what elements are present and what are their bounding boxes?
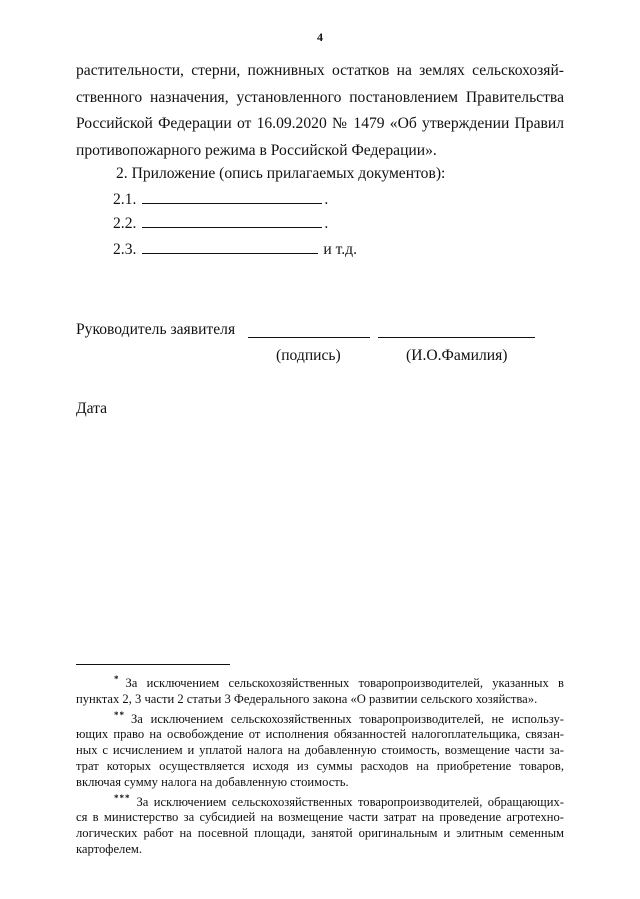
footnote-line: ся в министерство за субсидией на возмещение части затрат на проведение агротехно- [76, 810, 564, 825]
attachment-blank-line [142, 213, 322, 228]
attachment-blank-line [142, 189, 322, 204]
footnote-line: ** За исключением сельскохозяйственных товаропроизводителей, не использу- [114, 709, 564, 726]
attachments-header: 2. Приложение (опись прилагаемых документов): [116, 165, 446, 182]
attachment-number: 2.3. [113, 241, 137, 258]
attachment-suffix: . [324, 191, 329, 208]
footnote-line: включая сумму налога на добавленную стоимость. [76, 774, 349, 789]
footnote-mark: *** [114, 792, 131, 803]
date-label: Дата [76, 400, 108, 417]
page-number: 4 [317, 30, 323, 44]
footnote-mark: ** [114, 709, 125, 720]
footnote-line: трат которых осуществляется исходя из суммы расходов на приобретение товаров, [76, 758, 564, 773]
attachment-suffix: . [324, 215, 329, 232]
attachment-item [113, 238, 357, 262]
footnote-line: ных с исчислением и уплатой налога на добавленную стоимость, возмещение части за- [76, 743, 564, 758]
attachment-item [113, 212, 328, 236]
signatory-label: Руководитель заявителя [76, 321, 236, 338]
body-line: ственного назначения, установленного постановлением Правительства [76, 88, 564, 106]
footnote-line: пунктах 2, 3 части 2 статьи 3 Федерального закона «О развитии сельского хозяйства». [76, 691, 538, 706]
attachment-number: 2.1. [113, 191, 137, 208]
footnote-line: ющих право на освобождение от исполнения обязанностей налогоплательщика, связан- [76, 727, 564, 742]
body-line: Российской Федерации от 16.09.2020 № 1479 «Об утверждении Правил [76, 115, 564, 132]
attachment-item [113, 188, 328, 212]
attachment-blank-line [142, 239, 318, 254]
body-line: противопожарного режима в Российской Федерации». [76, 141, 437, 159]
footnotes [76, 672, 564, 858]
name-line [378, 336, 535, 338]
attachment-number: 2.2. [113, 215, 137, 232]
body-paragraph [76, 58, 564, 164]
signature-caption: (подпись) [276, 347, 341, 364]
body-line: растительности, стерни, пожнивных остатков на землях сельскохозяй- [76, 62, 564, 79]
footnote-line: картофелем. [76, 841, 143, 856]
footnote-line: логических работ на посевной площади, занятой оригинальным и элитным семенным [76, 826, 564, 841]
footnote-mark: * [114, 674, 120, 684]
footnote-separator [76, 664, 230, 665]
signature-line [248, 336, 370, 338]
footnote-line: *** За исключением сельскохозяйственных товаропроизводителей, обращающих- [114, 792, 564, 809]
footnote-line: * За исключением сельскохозяйственных товаропроизводителей, указанных в [114, 674, 564, 690]
attachment-suffix: и т.д. [323, 241, 358, 258]
name-caption: (И.О.Фамилия) [406, 347, 508, 364]
